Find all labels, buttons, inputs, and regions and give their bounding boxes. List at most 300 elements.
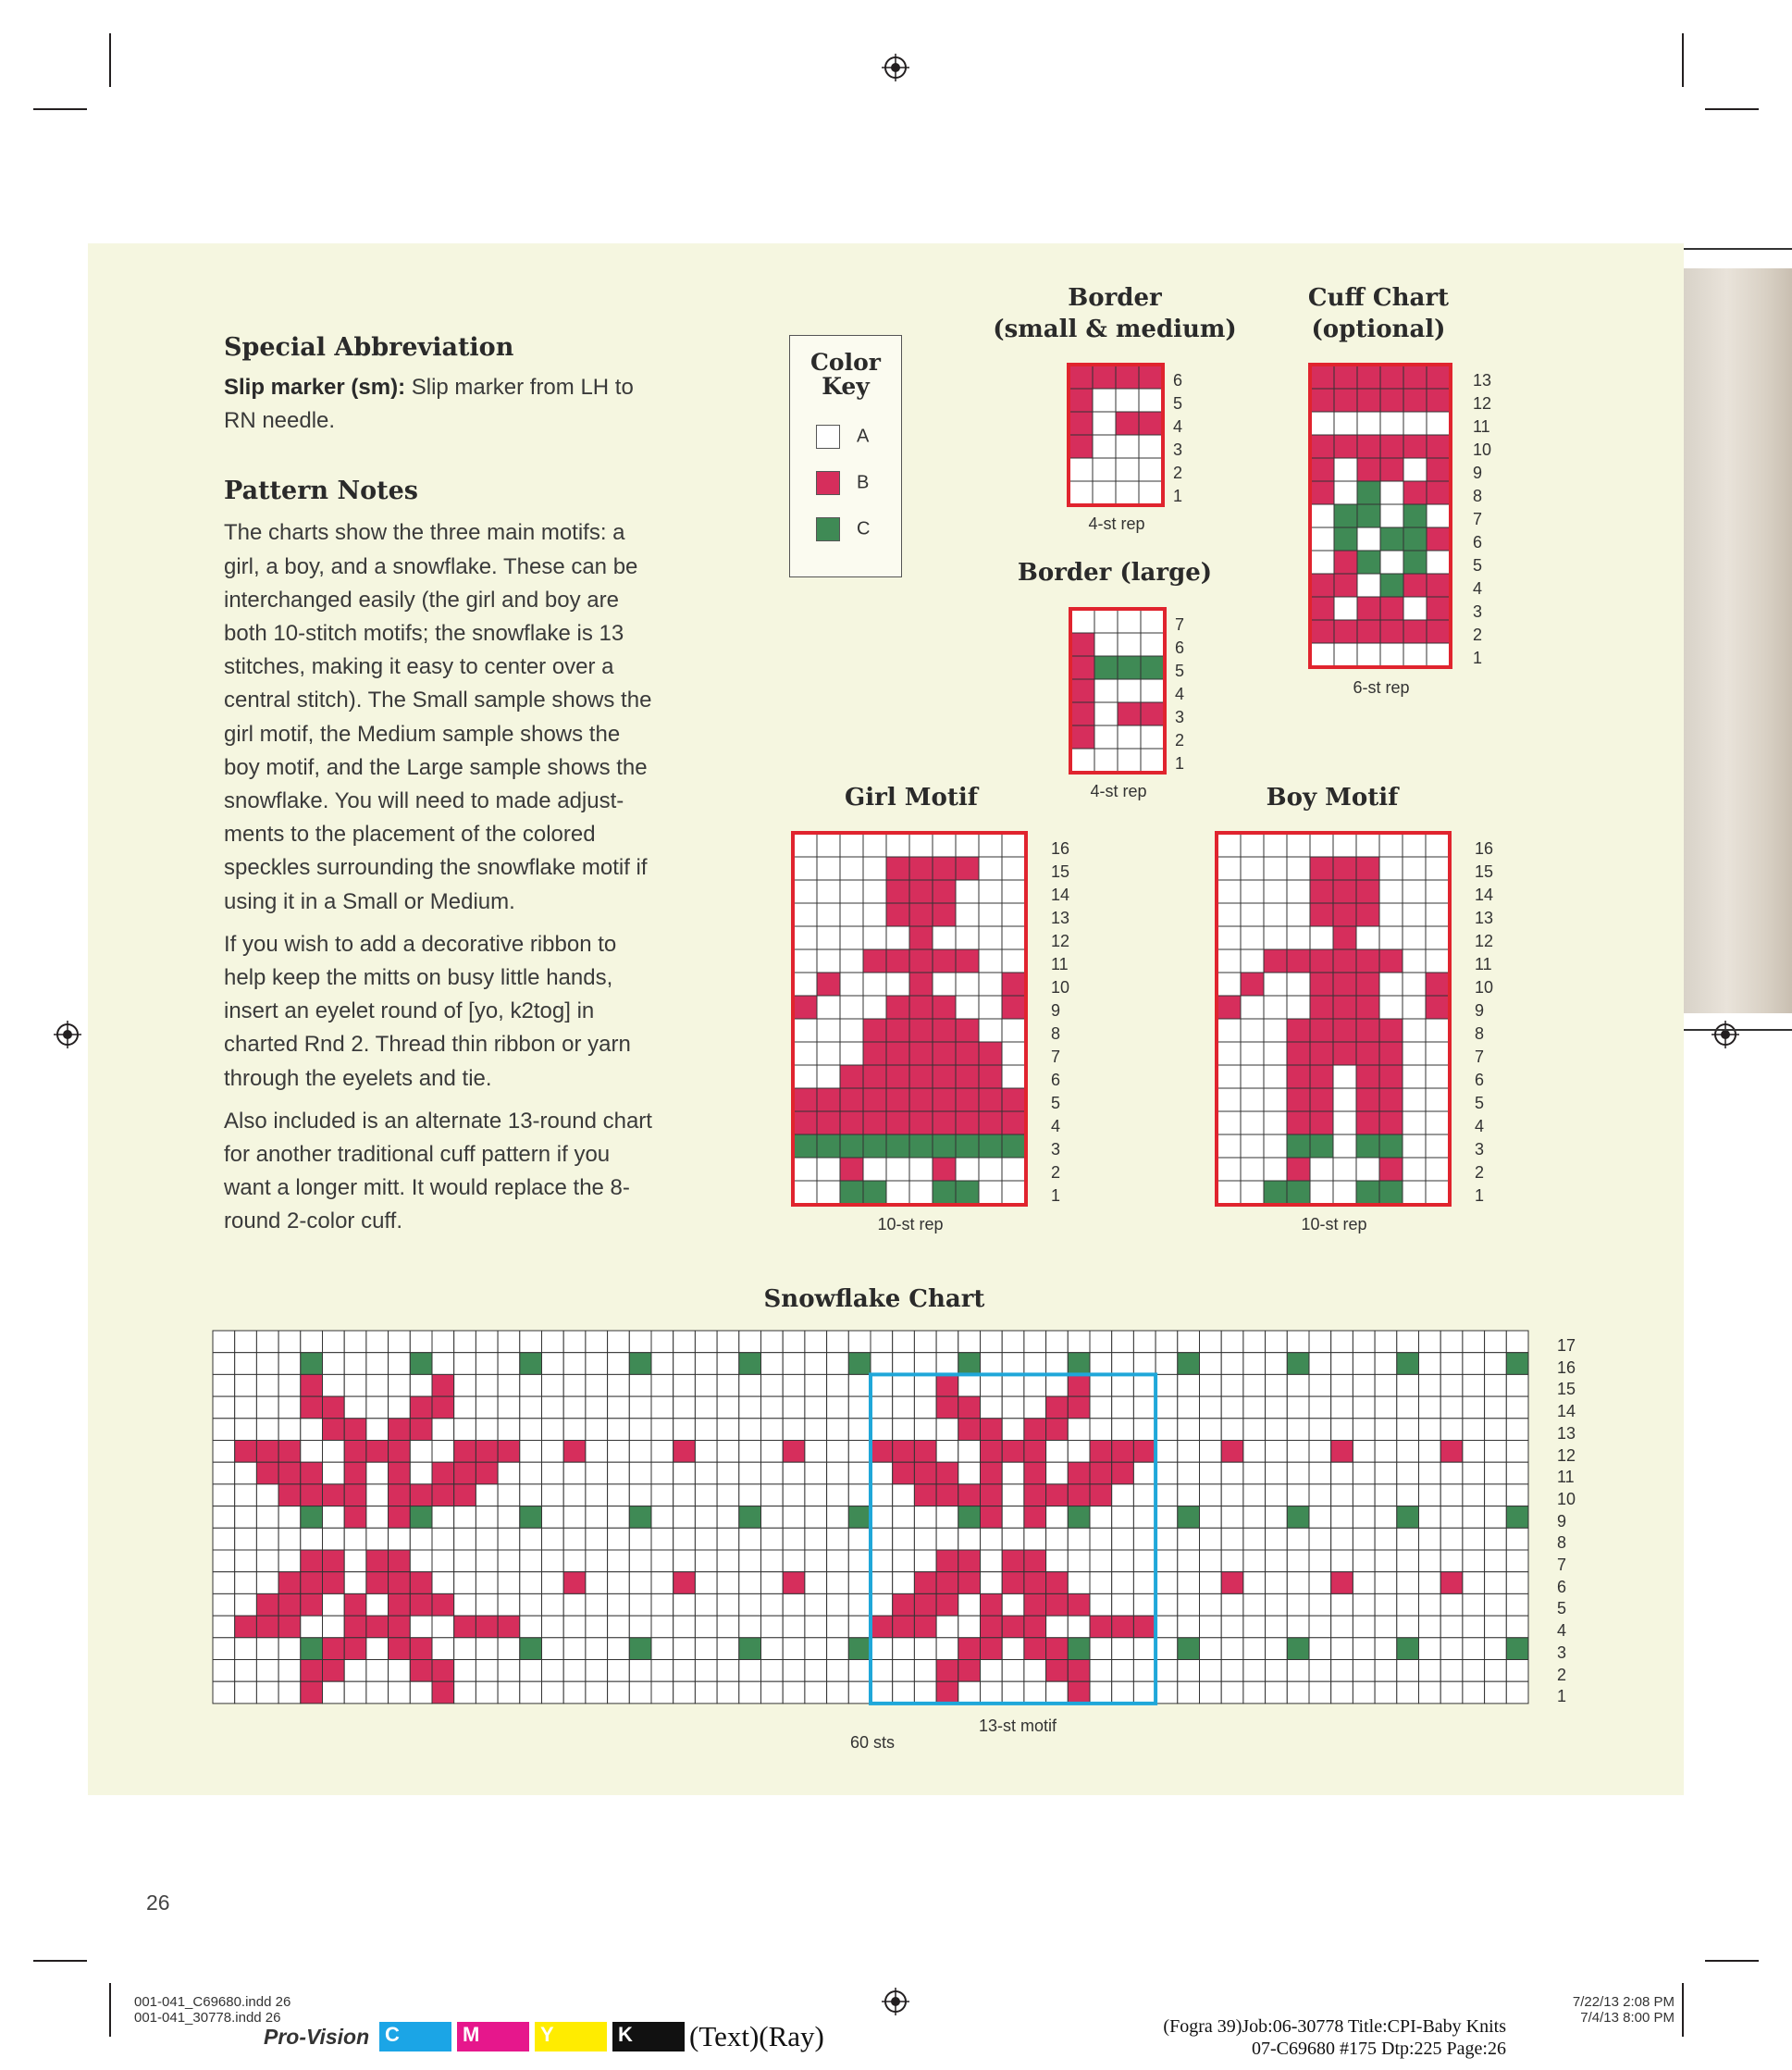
chart-cell (1485, 1638, 1507, 1660)
chart-cell (1241, 903, 1264, 926)
bleed-line (1684, 248, 1792, 250)
chart-cell (235, 1638, 257, 1660)
chart-cell (817, 1134, 840, 1158)
note-paragraph: If you wish to add a decorative ribbon to help keep the mitts on busy little hands, insert an eyelet round of [yo, k2tog] in charted Rnd 2. Thread thin ribbon or yarn through the eyelets and tie. (224, 931, 631, 1091)
chart-cell (1090, 1484, 1112, 1506)
chart-cell (498, 1331, 520, 1353)
girl-motif-title: Girl Motif (845, 784, 978, 812)
crop-mark (109, 1983, 111, 2037)
chart-cell (933, 1019, 956, 1042)
chart-cell (1178, 1572, 1200, 1594)
chart-cell (871, 1396, 893, 1419)
chart-cell (1046, 1396, 1069, 1419)
chart-cell (278, 1396, 301, 1419)
chart-cell (914, 1462, 936, 1484)
chart-cell (586, 1331, 608, 1353)
chart-cell (1333, 880, 1356, 903)
chart-cell (1397, 1419, 1419, 1441)
chart-cell (1356, 973, 1379, 996)
chart-cell (817, 1042, 840, 1065)
chart-cell (1403, 1158, 1426, 1181)
chart-cell (1309, 1353, 1331, 1375)
chart-cell (301, 1572, 323, 1594)
chart-cell (454, 1638, 476, 1660)
bleed-line (1684, 1029, 1792, 1031)
chart-cell (1353, 1660, 1375, 1682)
chart-cell (827, 1419, 849, 1441)
chart-cell (1243, 1462, 1266, 1484)
row-number: 13 (1475, 909, 1494, 927)
chart-cell (1353, 1616, 1375, 1638)
chart-cell (608, 1374, 630, 1396)
chart-cell (1141, 749, 1164, 772)
chart-cell (739, 1638, 761, 1660)
chart-cell (301, 1353, 323, 1375)
chart-cell (563, 1528, 586, 1550)
chart-cell (1357, 366, 1380, 389)
chart-cell (1200, 1681, 1222, 1704)
chart-cell (1243, 1374, 1266, 1396)
chart-cell (1093, 458, 1116, 481)
cmyk-bar-black (612, 2022, 685, 2051)
chart-cell (1266, 1660, 1288, 1682)
chart-cell (1090, 1374, 1112, 1396)
chart-cell (848, 1331, 871, 1353)
chart-cell (498, 1593, 520, 1616)
chart-cell (1310, 1019, 1333, 1042)
chart-cell (1090, 1331, 1112, 1353)
chart-cell (794, 1088, 817, 1111)
chart-cell (933, 880, 956, 903)
chart-cell (805, 1441, 827, 1463)
chart-cell (1333, 857, 1356, 880)
chart-cell (893, 1396, 915, 1419)
chart-cell (1178, 1593, 1200, 1616)
row-number: 1 (1173, 487, 1183, 505)
chart-cell (1403, 1134, 1426, 1158)
chart-cell (278, 1419, 301, 1441)
chart-cell (1002, 1616, 1024, 1638)
chart-cell (1379, 973, 1403, 996)
chart-cell (256, 1462, 278, 1484)
chart-cell (1403, 834, 1426, 857)
chart-cell (256, 1616, 278, 1638)
chart-cell (1112, 1506, 1134, 1529)
chart-cell (1380, 481, 1403, 504)
chart-cell (586, 1681, 608, 1704)
chart-cell (739, 1331, 761, 1353)
chart-cell (717, 1681, 739, 1704)
chart-cell (410, 1506, 432, 1529)
chart-cell (893, 1484, 915, 1506)
chart-cell (1002, 1681, 1024, 1704)
chart-cell (301, 1616, 323, 1638)
chart-cell (213, 1374, 235, 1396)
chart-cell (956, 1111, 979, 1134)
chart-cell (1309, 1462, 1331, 1484)
chart-cell (323, 1660, 345, 1682)
registration-mark-icon (1712, 1021, 1739, 1048)
chart-cell (256, 1528, 278, 1550)
chart-cell (893, 1593, 915, 1616)
chart-cell (1002, 1441, 1024, 1463)
chart-cell (1440, 1331, 1463, 1353)
chart-cell (344, 1331, 366, 1353)
chart-cell (1002, 1181, 1025, 1204)
row-number: 9 (1473, 464, 1483, 482)
chart-cell (1287, 1134, 1310, 1158)
chart-cell (1353, 1419, 1375, 1441)
chart-cell (805, 1419, 827, 1441)
chart-cell (1024, 1462, 1046, 1484)
row-number: 15 (1557, 1380, 1576, 1399)
chart-cell (1506, 1353, 1528, 1375)
chart-cell (1287, 1506, 1309, 1529)
chart-cell (235, 1462, 257, 1484)
chart-cell (1221, 1681, 1243, 1704)
chart-cell (1178, 1616, 1200, 1638)
chart-cell (256, 1484, 278, 1506)
chart-cell (1397, 1462, 1419, 1484)
chart-cell (1287, 857, 1310, 880)
chart-cell (586, 1616, 608, 1638)
chart-cell (1093, 412, 1116, 435)
chart-cell (1506, 1550, 1528, 1572)
chart-cell (432, 1550, 454, 1572)
color-key-title-line: Color (810, 349, 881, 376)
chart-cell (783, 1660, 805, 1682)
chart-cell (936, 1660, 958, 1682)
chart-cell (366, 1353, 389, 1375)
chart-cell (1139, 481, 1162, 504)
chart-cell (914, 1616, 936, 1638)
chart-cell (1485, 1681, 1507, 1704)
chart-cell (586, 1572, 608, 1594)
chart-cell (608, 1638, 630, 1660)
chart-cell (1403, 996, 1426, 1019)
chart-cell (213, 1506, 235, 1529)
chart-cell (1287, 1353, 1309, 1375)
chart-cell (827, 1484, 849, 1506)
chart-cell (1266, 1638, 1288, 1660)
chart-cell (432, 1396, 454, 1419)
chart-cell (979, 973, 1002, 996)
chart-cell (886, 1158, 909, 1181)
chart-cell (278, 1660, 301, 1682)
chart-cell (840, 973, 863, 996)
chart-cell (1419, 1616, 1441, 1638)
chart-cell (1071, 725, 1094, 749)
chart-cell (651, 1484, 674, 1506)
row-number: 4 (1475, 1117, 1485, 1135)
chart-cell (1334, 389, 1357, 412)
chart-cell (1200, 1660, 1222, 1682)
chart-cell (936, 1353, 958, 1375)
chart-cell (1156, 1616, 1178, 1638)
chart-cell (979, 1111, 1002, 1134)
chart-cell (498, 1528, 520, 1550)
chart-cell (933, 996, 956, 1019)
chart-cell (498, 1419, 520, 1441)
chart-cell (695, 1331, 717, 1353)
chart-cell (563, 1374, 586, 1396)
chart-cell (1178, 1660, 1200, 1682)
chart-cell (1403, 551, 1427, 574)
chart-cell (1310, 926, 1333, 949)
chart-cell (1397, 1681, 1419, 1704)
chart-cell (1427, 412, 1450, 435)
chart-cell (1309, 1681, 1331, 1704)
chart-cell (1200, 1441, 1222, 1463)
chart-cell (1002, 1396, 1024, 1419)
chart-cell (1156, 1550, 1178, 1572)
pattern-notes-body (224, 516, 654, 1238)
chart-cell (1069, 366, 1093, 389)
chart-cell (871, 1572, 893, 1594)
chart-cell (1309, 1419, 1331, 1441)
chart-cell (674, 1660, 696, 1682)
chart-cell (817, 857, 840, 880)
chart-cell (1068, 1484, 1090, 1506)
chart-cell (717, 1353, 739, 1375)
chart-cell (1116, 366, 1139, 389)
chart-cell (1309, 1616, 1331, 1638)
chart-cell (366, 1528, 389, 1550)
chart-cell (410, 1396, 432, 1419)
row-number: 3 (1475, 1140, 1485, 1159)
chart-cell (1440, 1528, 1463, 1550)
chart-cell (278, 1572, 301, 1594)
chart-cell (1310, 949, 1333, 973)
row-number: 10 (1475, 978, 1494, 997)
chart-cell (498, 1396, 520, 1419)
chart-cell (454, 1572, 476, 1594)
chart-cell (1353, 1681, 1375, 1704)
chart-cell (344, 1484, 366, 1506)
chart-cell (1178, 1638, 1200, 1660)
color-key (789, 335, 902, 577)
chart-cell (956, 926, 979, 949)
chart-cell (717, 1462, 739, 1484)
chart-cell (1116, 389, 1139, 412)
chart-cell (1334, 481, 1357, 504)
chart-cell (1178, 1396, 1200, 1419)
chart-cell (278, 1484, 301, 1506)
chart-cell (936, 1681, 958, 1704)
chart-cell (1353, 1441, 1375, 1463)
chart-cell (1287, 1528, 1309, 1550)
chart-cell (1090, 1441, 1112, 1463)
chart-cell (323, 1484, 345, 1506)
chart-cell (1068, 1506, 1090, 1529)
chart-cell (1379, 996, 1403, 1019)
chart-cell (1333, 834, 1356, 857)
chart-cell (1266, 1396, 1288, 1419)
chart-cell (871, 1638, 893, 1660)
chart-cell (979, 903, 1002, 926)
chart-cell (1046, 1681, 1069, 1704)
chart-cell (933, 834, 956, 857)
chart-cell (717, 1441, 739, 1463)
chart-cell (1485, 1593, 1507, 1616)
chart-cell (1310, 880, 1333, 903)
chart-cell (1403, 574, 1427, 597)
chart-cell (498, 1572, 520, 1594)
chart-cell (914, 1331, 936, 1353)
chart-cell (914, 1681, 936, 1704)
chart-cell (1353, 1638, 1375, 1660)
chart-cell (805, 1353, 827, 1375)
chart-cell (1264, 926, 1287, 949)
chart-cell (1310, 857, 1333, 880)
chart-cell (1463, 1441, 1485, 1463)
chart-cell (432, 1331, 454, 1353)
chart-cell (1264, 903, 1287, 926)
chart-cell (695, 1572, 717, 1594)
chart-cell (871, 1331, 893, 1353)
slug-job-line: (Fogra 39)Job:06-30778 Title:CPI-Baby Knits (1163, 2016, 1506, 2037)
chart-cell (235, 1681, 257, 1704)
chart-cell (1427, 574, 1450, 597)
chart-cell (1426, 1088, 1449, 1111)
special-term: Slip marker (sm): (224, 375, 406, 400)
chart-cell (914, 1484, 936, 1506)
chart-cell (893, 1528, 915, 1550)
chart-cell (1485, 1441, 1507, 1463)
chart-cell (1133, 1374, 1156, 1396)
chart-cell (956, 880, 979, 903)
chart-cell (1379, 1158, 1403, 1181)
chart-cell (1333, 1181, 1356, 1204)
chart-cell (1287, 1158, 1310, 1181)
chart-cell (1397, 1660, 1419, 1682)
chart-cell (476, 1681, 498, 1704)
chart-cell (586, 1353, 608, 1375)
chart-cell (301, 1441, 323, 1463)
chart-cell (863, 903, 886, 926)
chart-cell (389, 1593, 411, 1616)
chart-cell (278, 1353, 301, 1375)
chart-cell (651, 1550, 674, 1572)
chart-cell (958, 1462, 981, 1484)
chart-cell (871, 1528, 893, 1550)
chart-cell (1002, 1528, 1024, 1550)
chart-cell (608, 1506, 630, 1529)
chart-cell (1403, 527, 1427, 551)
chart-cell (739, 1396, 761, 1419)
chart-cell (1397, 1331, 1419, 1353)
chart-cell (1357, 389, 1380, 412)
chart-cell (1357, 435, 1380, 458)
chart-cell (256, 1441, 278, 1463)
chart-cell (1397, 1353, 1419, 1375)
chart-cell (1403, 949, 1426, 973)
chart-cell (1178, 1550, 1200, 1572)
chart-cell (1133, 1396, 1156, 1419)
chart-cell (863, 1065, 886, 1088)
chart-cell (432, 1441, 454, 1463)
chart-cell (542, 1616, 564, 1638)
chart-cell (1241, 1088, 1264, 1111)
chart-cell (213, 1616, 235, 1638)
chart-cell (909, 973, 933, 996)
chart-cell (739, 1484, 761, 1506)
chart-cell (1379, 1134, 1403, 1158)
chart-cell (1217, 1181, 1241, 1204)
chart-title-line: Border (1068, 284, 1162, 312)
chart-cell (366, 1638, 389, 1660)
chart-cell (1353, 1506, 1375, 1529)
chart-cell (1002, 1484, 1024, 1506)
chart-cell (1156, 1441, 1178, 1463)
row-number: 4 (1557, 1621, 1567, 1641)
chart-cell (871, 1550, 893, 1572)
chart-cell (936, 1593, 958, 1616)
chart-cell (1046, 1550, 1069, 1572)
chart-cell (366, 1441, 389, 1463)
chart-cell (1356, 1042, 1379, 1065)
chart-cell (794, 996, 817, 1019)
chart-cell (651, 1638, 674, 1660)
chart-cell (893, 1681, 915, 1704)
chart-cell (848, 1593, 871, 1616)
chart-cell (476, 1331, 498, 1353)
chart-cell (1485, 1506, 1507, 1529)
chart-cell (914, 1396, 936, 1419)
chart-cell (981, 1572, 1003, 1594)
chart-cell (1046, 1441, 1069, 1463)
chart-cell (871, 1419, 893, 1441)
chart-cell (1200, 1593, 1222, 1616)
chart-cell (235, 1484, 257, 1506)
chart-cell (840, 880, 863, 903)
chart-cell (1241, 949, 1264, 973)
chart-cell (863, 1134, 886, 1158)
chart-cell (1069, 412, 1093, 435)
chart-cell (1403, 973, 1426, 996)
chart-title-line: (small & medium) (993, 316, 1237, 343)
chart-cell (1090, 1396, 1112, 1419)
chart-cell (840, 834, 863, 857)
row-number: 5 (1175, 662, 1185, 680)
chart-cell (476, 1396, 498, 1419)
chart-cell (761, 1484, 784, 1506)
chart-cell (674, 1593, 696, 1616)
chart-cell (1426, 1111, 1449, 1134)
row-number: 1 (1557, 1687, 1567, 1706)
chart-cell (256, 1660, 278, 1682)
chart-cell (1071, 679, 1094, 702)
chart-cell (344, 1572, 366, 1594)
chart-cell (608, 1419, 630, 1441)
chart-cell (344, 1660, 366, 1682)
chart-cell (1071, 702, 1094, 725)
chart-cell (563, 1681, 586, 1704)
chart-cell (695, 1462, 717, 1484)
chart-cell (805, 1331, 827, 1353)
chart-cell (761, 1506, 784, 1529)
chart-cell (1156, 1660, 1178, 1682)
chart-cell (629, 1396, 651, 1419)
chart-cell (840, 903, 863, 926)
chart-cell (213, 1593, 235, 1616)
chart-cell (1375, 1681, 1397, 1704)
row-number: 3 (1175, 708, 1185, 726)
row-number: 2 (1051, 1163, 1061, 1182)
boy-motif-grid (1215, 831, 1453, 1207)
chart-cell (1264, 949, 1287, 973)
row-number: 1 (1175, 754, 1185, 773)
